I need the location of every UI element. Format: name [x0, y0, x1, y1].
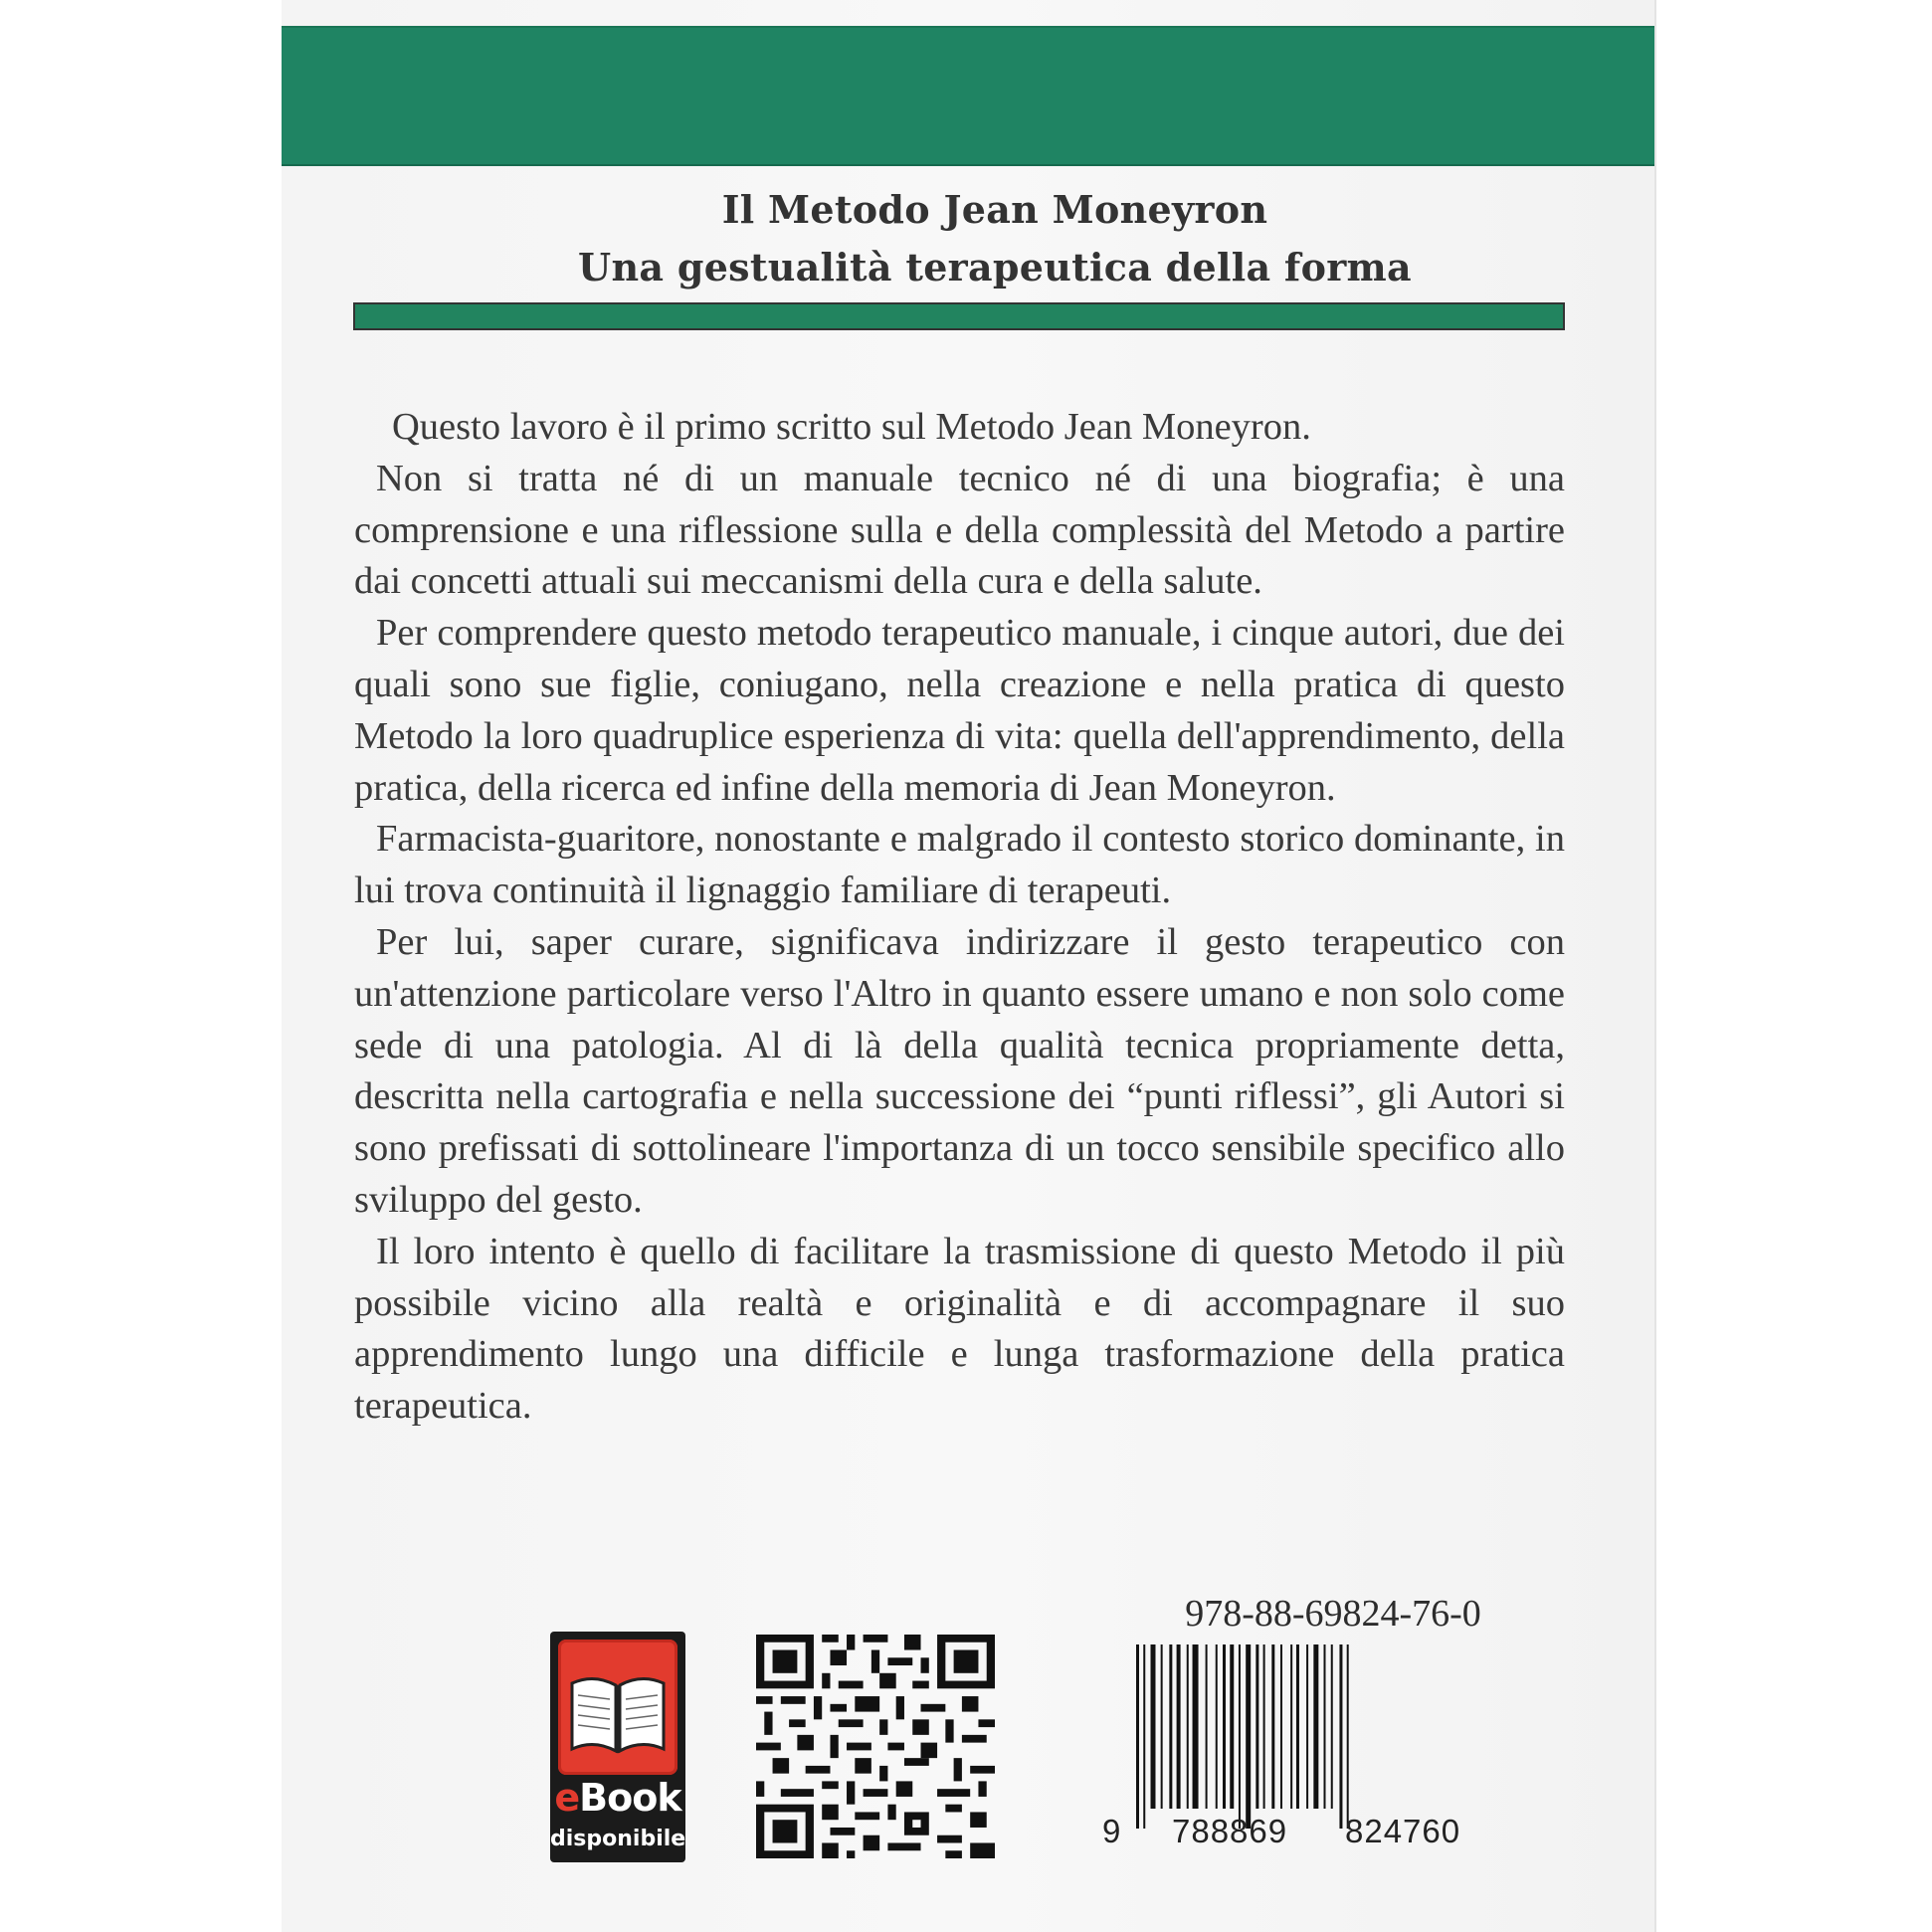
barcode [1132, 1644, 1518, 1829]
barcode-bar [1347, 1644, 1349, 1829]
barcode-bar [1271, 1644, 1274, 1809]
qr-code [756, 1635, 995, 1858]
paragraph: Non si tratta né di un manuale tecnico né di una biografia; è una comprensione e una riflessione sulla e della complessità del Metodo a partire dai concetti attuali sui meccanismi della cura e della salute. [354, 457, 1565, 603]
barcode-bar [1223, 1644, 1226, 1809]
barcode-bar [1187, 1644, 1189, 1809]
paragraph: Per comprendere questo metodo terapeutico manuale, i cinque autori, due dei quali sono sue figlie, coniugano, nella creazione e nella pratica di questo Metodo la loro quadruplice esperienza di vita: quella dell'apprendimento, della pratica, della ricerca ed infine della memoria di Jean Moneyron. [354, 612, 1565, 809]
paragraph: Per lui, saper curare, significava indirizzare il gesto terapeutico con un'attenzione particolare verso l'Altro in quanto essere umano e non solo come sede di una patologia. Al di là della qualità tecnica propriamente detta, descritta nella cartografia e nella successione dei “punti riflessi”, gli Autori si sono prefissati di sottolineare l'importanza di un tocco sensibile specifico allo sviluppo del gesto. [354, 920, 1565, 1221]
isbn-number: 978-88-69824-76-0 [1185, 1593, 1481, 1635]
ebook-label: eBook [554, 1776, 681, 1820]
barcode-bar [1256, 1644, 1258, 1809]
paragraph: Il loro intento è quello di facilitare la trasmissione di questo Metodo il più possibile vicino alla realtà e originalità e di accompagnare il suo apprendimento lungo una difficile e lunga trasformazione della pratica terapeutica. [354, 1230, 1565, 1428]
barcode-bar [1331, 1644, 1333, 1809]
barcode-bar [1177, 1644, 1181, 1809]
barcode-bar [1151, 1644, 1156, 1809]
barcode-bar [1280, 1644, 1282, 1809]
barcode-bar [1246, 1644, 1251, 1829]
barcode-bar [1169, 1644, 1172, 1809]
ebook-badge [550, 1632, 685, 1862]
barcode-bar [1239, 1644, 1241, 1829]
barcode-bar [1306, 1644, 1308, 1809]
barcode-bar [1136, 1644, 1139, 1829]
paragraph: Farmacista-guaritore, nonostante e malgrado il contesto storico dominante, in lui trova continuità il lignaggio familiare di terapeuti. [354, 818, 1565, 912]
barcode-bar [1296, 1644, 1299, 1809]
blurb-text [354, 402, 1565, 1433]
barcode-bar [1143, 1644, 1145, 1829]
ebook-red-panel [558, 1640, 677, 1775]
barcode-bar [1206, 1644, 1208, 1809]
top-green-band [282, 26, 1654, 166]
barcode-bar [1193, 1644, 1199, 1809]
barcode-bar [1216, 1644, 1218, 1809]
barcode-digits-left: 788869 [1172, 1813, 1288, 1849]
barcode-digit-first: 9 [1102, 1813, 1121, 1849]
barcode-bar [1263, 1644, 1265, 1809]
green-divider-bar [353, 302, 1565, 330]
barcode-bar [1339, 1644, 1342, 1829]
barcode-bar [1161, 1644, 1163, 1809]
barcode-digits-right: 824760 [1345, 1813, 1461, 1849]
barcode-bar [1313, 1644, 1318, 1809]
ebook-sub-label: disponibile [550, 1827, 686, 1851]
cover-edge [1654, 0, 1656, 1932]
barcode-bar [1324, 1644, 1326, 1809]
title-line-2: Una gestualità terapeutica della forma [578, 245, 1412, 290]
paragraph: Questo lavoro è il primo scritto sul Metodo Jean Moneyron. [392, 406, 1311, 448]
barcode-bar [1230, 1644, 1234, 1809]
title-line-1: Il Metodo Jean Moneyron [721, 187, 1268, 232]
barcode-bar [1290, 1644, 1292, 1809]
open-book-icon [558, 1640, 677, 1775]
